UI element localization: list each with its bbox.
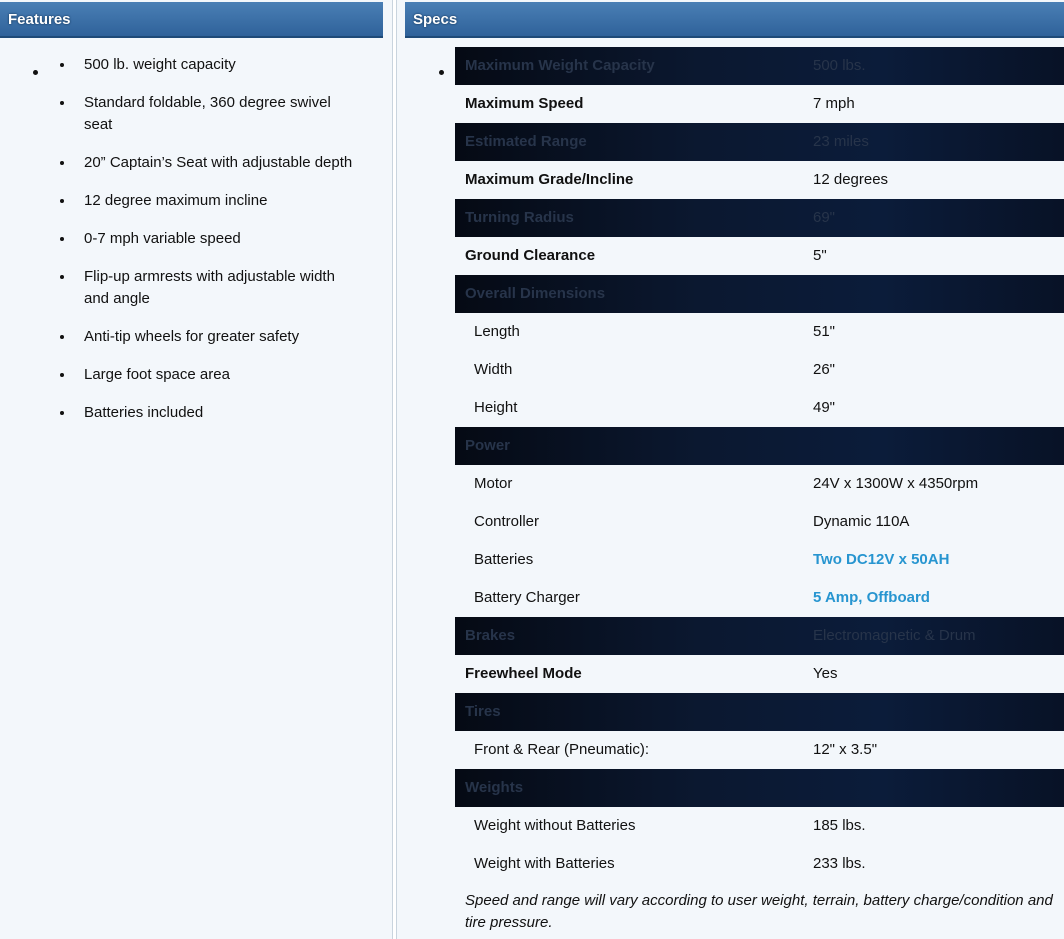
specs-table	[455, 47, 1064, 883]
batteries-link[interactable]: Two DC12V x 50AH	[813, 551, 950, 568]
feature-item: 12 degree maximum incline	[60, 190, 360, 212]
spec-row-controller	[455, 503, 1064, 541]
specs-panel	[396, 0, 1064, 939]
spec-label: Front & Rear (Pneumatic):	[474, 741, 650, 758]
spec-label: Batteries	[474, 551, 534, 568]
spec-label: Overall Dimensions	[465, 285, 606, 302]
spec-row-turning-radius	[455, 199, 1064, 237]
spec-row-motor	[455, 465, 1064, 503]
spec-label: Width	[474, 361, 513, 378]
spec-label: Turning Radius	[465, 209, 574, 226]
spec-value: 24V x 1300W x 4350rpm	[813, 475, 979, 492]
spec-row-max-speed	[455, 85, 1064, 123]
spec-row-weight-with	[455, 845, 1064, 883]
spec-value: Dynamic 110A	[813, 513, 910, 530]
spec-label: Freewheel Mode	[465, 665, 582, 682]
spec-row-batteries	[455, 541, 1064, 579]
spec-value: 7 mph	[813, 95, 855, 112]
spec-label: Maximum Grade/Incline	[465, 171, 634, 188]
spec-value: 69"	[813, 209, 836, 226]
spec-row-brakes	[455, 617, 1064, 655]
spec-section-dimensions	[455, 275, 1064, 313]
spec-row-ground-clearance	[455, 237, 1064, 275]
spec-row-max-grade	[455, 161, 1064, 199]
spec-row-length	[455, 313, 1064, 351]
spec-label: Battery Charger	[474, 589, 580, 606]
spec-row-front-rear	[455, 731, 1064, 769]
spec-label: Brakes	[465, 627, 516, 644]
spec-value: 233 lbs.	[813, 855, 866, 872]
spec-section-weights	[455, 769, 1064, 807]
spec-label: Estimated Range	[465, 133, 587, 150]
spec-row-weight-capacity	[455, 47, 1064, 85]
spec-value: 12" x 3.5"	[813, 741, 878, 758]
spec-row-freewheel	[455, 655, 1064, 693]
feature-item: 0-7 mph variable speed	[60, 228, 360, 250]
spec-label: Power	[465, 437, 511, 454]
feature-item: Anti-tip wheels for greater safety	[60, 326, 360, 348]
spec-value: Yes	[813, 665, 838, 682]
feature-item: Batteries included	[60, 402, 360, 424]
features-list	[60, 54, 360, 440]
spec-value: 185 lbs.	[813, 817, 866, 834]
spec-label: Length	[474, 323, 520, 340]
spec-label: Weight with Batteries	[474, 855, 615, 872]
spec-label: Ground Clearance	[465, 247, 596, 264]
spec-row-height	[455, 389, 1064, 427]
spec-label: Maximum Weight Capacity	[465, 57, 655, 74]
features-header: Features	[0, 2, 383, 38]
spec-label: Weights	[465, 779, 524, 796]
spec-value: 12 degrees	[813, 171, 889, 188]
spec-value: 26"	[813, 361, 836, 378]
spec-row-estimated-range	[455, 123, 1064, 161]
spec-value: 51"	[813, 323, 836, 340]
outer-bullet	[439, 70, 444, 75]
spec-value: 23 miles	[813, 133, 869, 150]
spec-value: 5"	[813, 247, 827, 264]
feature-item: Standard foldable, 360 degree swivel seat	[60, 92, 360, 136]
outer-bullet	[33, 70, 38, 75]
spec-label: Height	[474, 399, 518, 416]
spec-label: Motor	[474, 475, 513, 492]
spec-label: Tires	[465, 703, 501, 720]
spec-label: Weight without Batteries	[474, 817, 636, 834]
spec-label: Controller	[474, 513, 540, 530]
feature-item: 20” Captain’s Seat with adjustable depth	[60, 152, 360, 174]
spec-label: Maximum Speed	[465, 95, 584, 112]
features-panel	[0, 0, 393, 939]
spec-value: 500 lbs.	[813, 57, 866, 74]
spec-row-weight-without	[455, 807, 1064, 845]
specs-note: Speed and range will vary according to user weight, terrain, battery charge/condition and tire pressure.	[465, 892, 1053, 931]
spec-row-battery-charger	[455, 579, 1064, 617]
spec-row-width	[455, 351, 1064, 389]
feature-item: Flip-up armrests with adjustable width and angle	[60, 266, 360, 310]
spec-value: 49"	[813, 399, 836, 416]
spec-section-power	[455, 427, 1064, 465]
feature-item: Large foot space area	[60, 364, 360, 386]
battery-charger-link[interactable]: 5 Amp, Offboard	[813, 589, 930, 606]
specs-header: Specs	[405, 2, 1064, 38]
spec-value: Electromagnetic & Drum	[813, 627, 976, 644]
spec-section-tires	[455, 693, 1064, 731]
feature-item: 500 lb. weight capacity	[60, 54, 360, 76]
